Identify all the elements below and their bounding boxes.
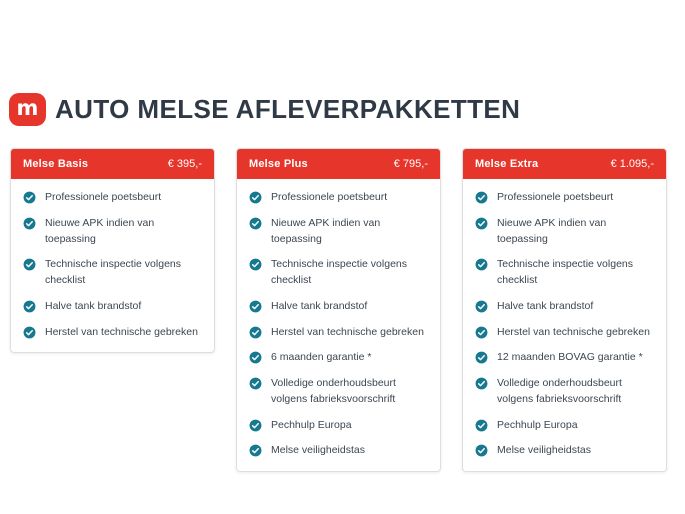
feature-text: Volledige onderhoudsbeurt volgens fabrieksvoorschrift xyxy=(497,377,622,405)
package-feature-row xyxy=(23,185,202,211)
melse-logo-icon: m xyxy=(9,93,46,126)
check-circle-icon xyxy=(249,326,262,339)
package-feature-list xyxy=(463,179,666,471)
package-header xyxy=(237,149,440,179)
check-circle-icon xyxy=(249,191,262,204)
package-feature-row xyxy=(475,294,654,320)
package-price: € 1.095,- xyxy=(610,158,654,170)
package-card-extra xyxy=(462,148,667,472)
package-feature-row xyxy=(249,252,428,294)
package-feature-row xyxy=(249,345,428,371)
package-card-basis xyxy=(10,148,215,353)
check-circle-icon xyxy=(23,217,36,230)
feature-text: 12 maanden BOVAG garantie * xyxy=(497,351,643,364)
package-feature-row xyxy=(475,371,654,413)
check-circle-icon xyxy=(475,191,488,204)
package-feature-row xyxy=(475,413,654,439)
package-header xyxy=(11,149,214,179)
package-price: € 795,- xyxy=(393,158,428,170)
package-feature-row xyxy=(249,413,428,439)
package-feature-row xyxy=(23,252,202,294)
check-circle-icon xyxy=(249,217,262,230)
package-feature-row xyxy=(249,438,428,464)
feature-text: Technische inspectie volgens checklist xyxy=(271,258,407,286)
package-feature-row xyxy=(475,185,654,211)
package-feature-row xyxy=(475,438,654,464)
check-circle-icon xyxy=(475,444,488,457)
check-circle-icon xyxy=(249,300,262,313)
feature-text: 6 maanden garantie * xyxy=(271,351,372,364)
package-feature-row xyxy=(23,294,202,320)
check-circle-icon xyxy=(475,419,488,432)
feature-text: Nieuwe APK indien van toepassing xyxy=(497,216,607,245)
feature-text: Melse veiligheidstas xyxy=(497,444,591,457)
feature-text: Melse veiligheidstas xyxy=(271,444,365,457)
check-circle-icon xyxy=(475,300,488,313)
feature-text: Nieuwe APK indien van toepassing xyxy=(45,216,155,245)
package-price: € 395,- xyxy=(167,158,202,170)
feature-text: Technische inspectie volgens checklist xyxy=(45,258,181,286)
feature-text: Pechhulp Europa xyxy=(497,418,578,431)
check-circle-icon xyxy=(23,300,36,313)
feature-text: Professionele poetsbeurt xyxy=(45,191,162,203)
feature-text: Pechhulp Europa xyxy=(271,418,352,431)
package-feature-row xyxy=(23,211,202,253)
package-feature-row xyxy=(249,211,428,253)
feature-text: Volledige onderhoudsbeurt volgens fabrieksvoorschrift xyxy=(271,377,396,405)
packages-row xyxy=(10,148,667,472)
feature-text: Technische inspectie volgens checklist xyxy=(497,258,633,286)
package-feature-list xyxy=(11,179,214,352)
package-name: Melse Plus xyxy=(249,158,308,170)
check-circle-icon xyxy=(249,258,262,271)
feature-text: Herstel van technische gebreken xyxy=(271,325,424,338)
check-circle-icon xyxy=(475,258,488,271)
feature-text: Halve tank brandstof xyxy=(271,299,368,312)
feature-text: Herstel van technische gebreken xyxy=(45,325,198,338)
feature-text: Herstel van technische gebreken xyxy=(497,325,650,338)
feature-text: Halve tank brandstof xyxy=(497,299,594,312)
package-feature-row xyxy=(475,252,654,294)
feature-text: Nieuwe APK indien van toepassing xyxy=(271,216,381,245)
package-feature-row xyxy=(249,371,428,413)
check-circle-icon xyxy=(23,326,36,339)
check-circle-icon xyxy=(475,217,488,230)
feature-text: Professionele poetsbeurt xyxy=(271,191,388,203)
package-card-plus xyxy=(236,148,441,472)
check-circle-icon xyxy=(23,191,36,204)
page-title: AUTO MELSE AFLEVERPAKKETTEN xyxy=(55,94,521,124)
package-feature-row xyxy=(23,320,202,346)
package-feature-row xyxy=(249,185,428,211)
check-circle-icon xyxy=(249,351,262,364)
check-circle-icon xyxy=(23,258,36,271)
feature-text: Professionele poetsbeurt xyxy=(497,191,614,203)
package-header xyxy=(463,149,666,179)
check-circle-icon xyxy=(249,444,262,457)
check-circle-icon xyxy=(249,419,262,432)
check-circle-icon xyxy=(475,351,488,364)
package-name: Melse Extra xyxy=(475,158,539,170)
package-name: Melse Basis xyxy=(23,158,89,170)
package-feature-row xyxy=(249,294,428,320)
package-feature-row xyxy=(475,345,654,371)
brand-header xyxy=(9,93,520,126)
check-circle-icon xyxy=(475,377,488,390)
package-feature-row xyxy=(475,320,654,346)
package-feature-list xyxy=(237,179,440,471)
feature-text: Halve tank brandstof xyxy=(45,299,142,312)
package-feature-row xyxy=(249,320,428,346)
check-circle-icon xyxy=(249,377,262,390)
check-circle-icon xyxy=(475,326,488,339)
package-feature-row xyxy=(475,211,654,253)
